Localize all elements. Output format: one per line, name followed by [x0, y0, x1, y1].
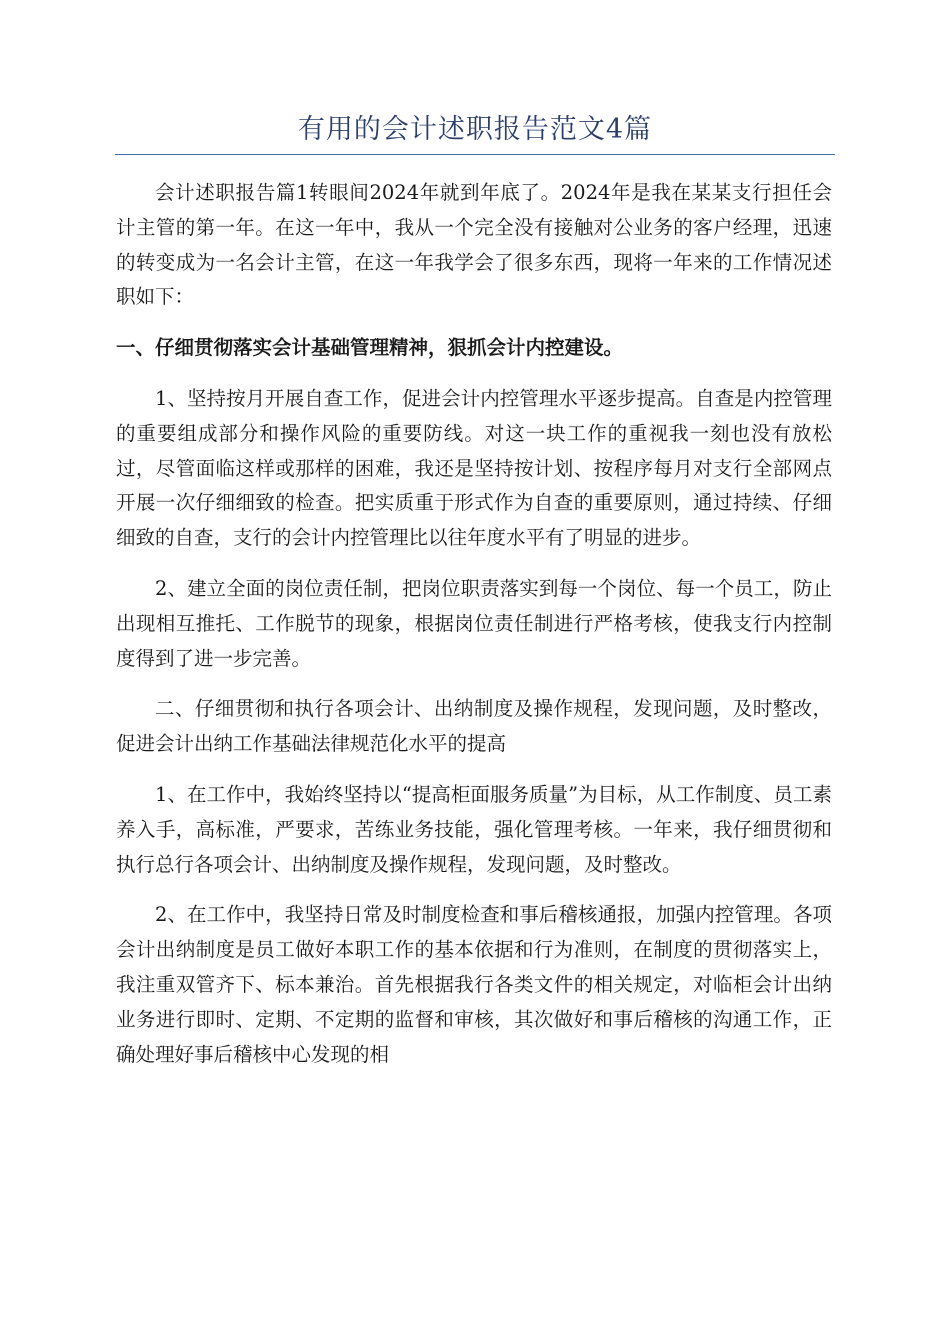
- paragraph-self-inspection: 1、坚持按月开展自查工作，促进会计内控管理水平逐步提高。自查是内控管理的重要组成部分和操作风险的重要防线。对这一块工作的重视我一刻也没有放松过，尽管面临这样或那样的困难，我还是坚持按计划、按程序每月对支行全部网点开展一次仔细细致的检查。把实质重于形式作为自查的重要原则，通过持续、仔细细致的自查，支行的会计内控管理比以往年度水平有了明显的进步。: [116, 386, 832, 550]
- paragraph-responsibility: 2、建立全面的岗位责任制，把岗位职责落实到每一个岗位、每一个员工，防止出现相互推托、工作脱节的现象，根据岗位责任制进行严格考核，使我支行内控制度得到了进一步完善。: [116, 576, 832, 670]
- paragraph-intro: 会计述职报告篇1转眼间2024年就到年底了。2024年是我在某某支行担任会计主管的第一年。在这一年中，我从一个完全没有接触对公业务的客户经理，迅速的转变成为一名会计主管，在这一年我学会了很多东西，现将一年来的工作情况述职如下：: [116, 181, 832, 309]
- title-underline: [115, 154, 835, 155]
- section-heading-1: 一、仔细贯彻落实会计基础管理精神，狠抓会计内控建设。: [116, 336, 624, 360]
- document-body: [116, 176, 832, 1088]
- paragraph-audit: 2、在工作中，我坚持日常及时制度检查和事后稽核通报，加强内控管理。各项会计出纳制度是员工做好本职工作的基本依据和行为准则，在制度的贯彻落实上，我注重双管齐下、标本兼治。首先根据我行各类文件的相关规定，对临柜会计出纳业务进行即时、定期、不定期的监督和审核，其次做好和事后稽核的沟通工作，正确处理好事后稽核中心发现的相: [116, 903, 832, 1066]
- document-title: 有用的会计述职报告范文4篇: [297, 114, 653, 145]
- paragraph-service-quality: 1、在工作中，我始终坚持以“提高柜面服务质量”为目标，从工作制度、员工素养入手，高标准，严要求，苦练业务技能，强化管理考核。一年来，我仔细贯彻和执行总行各项会计、出纳制度及操作规程，发现问题，及时整改。: [116, 782, 832, 876]
- section-heading-2: 二、仔细贯彻和执行各项会计、出纳制度及操作规程，发现问题，及时整改，促进会计出纳工作基础法律规范化水平的提高: [116, 697, 832, 756]
